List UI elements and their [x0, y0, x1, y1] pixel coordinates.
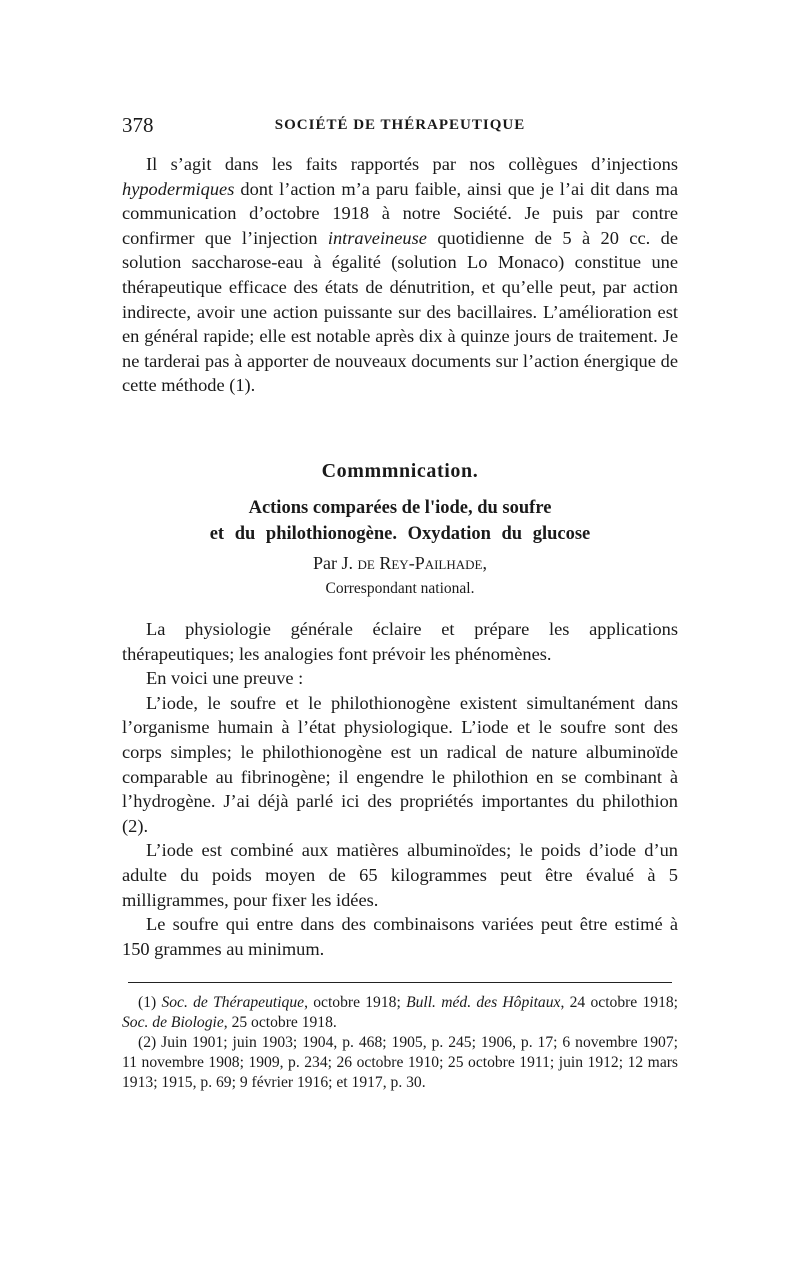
page-header	[122, 113, 678, 143]
footnotes	[122, 993, 678, 1093]
author-affiliation: Correspondant national.	[325, 580, 475, 597]
intro-paragraph: Il s’agit dans les faits rapportés par nos collègues d’injections hypodermiques dont l’action m’a paru faible, ainsi que je l’ai dit dans ma communication d’octobre 1918 à notre Société. Je puis par contre confirmer que l’injection intraveineuse quotidienne de 5 à 20 cc. de solution saccharose-eau à égalité (solution Lo Monaco) constitue une thérapeutique efficace des états de dénutrition, et qu’elle peut, par action indirecte, avoir une action puissante sur des bacillaires. L’amélioration est en général rapide; elle est notable après dix à quinze jours de traitement. Je ne tarderai pas à apporter de nouveaux documents sur l’action énergique de cette méthode (1).	[122, 154, 678, 396]
footnote-2: (2) Juin 1901; juin 1903; 1904, p. 468; 1905, p. 245; 1906, p. 17; 6 novembre 1907; 11 novembre 1908; 1909, p. 234; 26 octobre 1910; 25 octobre 1911; juin 1912; 12 mars 1913; 1915, p. 69; 9 février 1916; et 1917, p. 30.	[122, 1034, 678, 1091]
running-title: SOCIÉTÉ DE THÉRAPEUTIQUE	[274, 117, 526, 133]
body-paragraph: La physiologie générale éclaire et prépare les applications thérapeutiques; les analogies font prévoir les phénomènes.	[122, 619, 678, 664]
footnote-rule	[128, 982, 672, 983]
article-title-line-2: et du philothionogène. Oxydation du glucose	[209, 524, 591, 544]
article-title	[122, 495, 678, 547]
page-number: 378	[122, 113, 154, 137]
footnote-1: (1) Soc. de Thérapeutique, octobre 1918; Bull. méd. des Hôpitaux, 24 octobre 1918; Soc. de Biologie, 25 octobre 1918.	[122, 994, 679, 1031]
intro-text	[122, 152, 678, 398]
body-paragraph: Le soufre qui entre dans des combinaisons variées peut être estimé à 150 grammes au minimum.	[122, 914, 678, 959]
author-name: de Rey-Pailhade,	[357, 553, 487, 573]
body-paragraph: En voici une preuve :	[146, 668, 304, 689]
section-heading: Commmnication.	[321, 460, 479, 482]
body-paragraph: L’iode, le soufre et le philothionogène existent simultanément dans l’organisme humain à l’état physiologique. L’iode et le soufre sont des corps simples; le philothionogène est un radical de nature albuminoïde comparable au fibrinogène; il engendre le philothion en se combinant à l’hydrogène. J’ai déjà parlé ici des propriétés importantes du philothion (2).	[122, 692, 678, 836]
article-title-line-1: Actions comparées de l'iode, du soufre	[248, 498, 552, 518]
body-paragraph: L’iode est combiné aux matières albuminoïdes; le poids d’iode d’un adulte du poids moyen de 65 kilogrammes peut être évalué à 5 milligrammes, pour fixer les idées.	[122, 840, 678, 910]
author-byline	[122, 553, 678, 574]
article-body	[122, 617, 678, 961]
byline-prefix: Par J.	[313, 553, 358, 573]
